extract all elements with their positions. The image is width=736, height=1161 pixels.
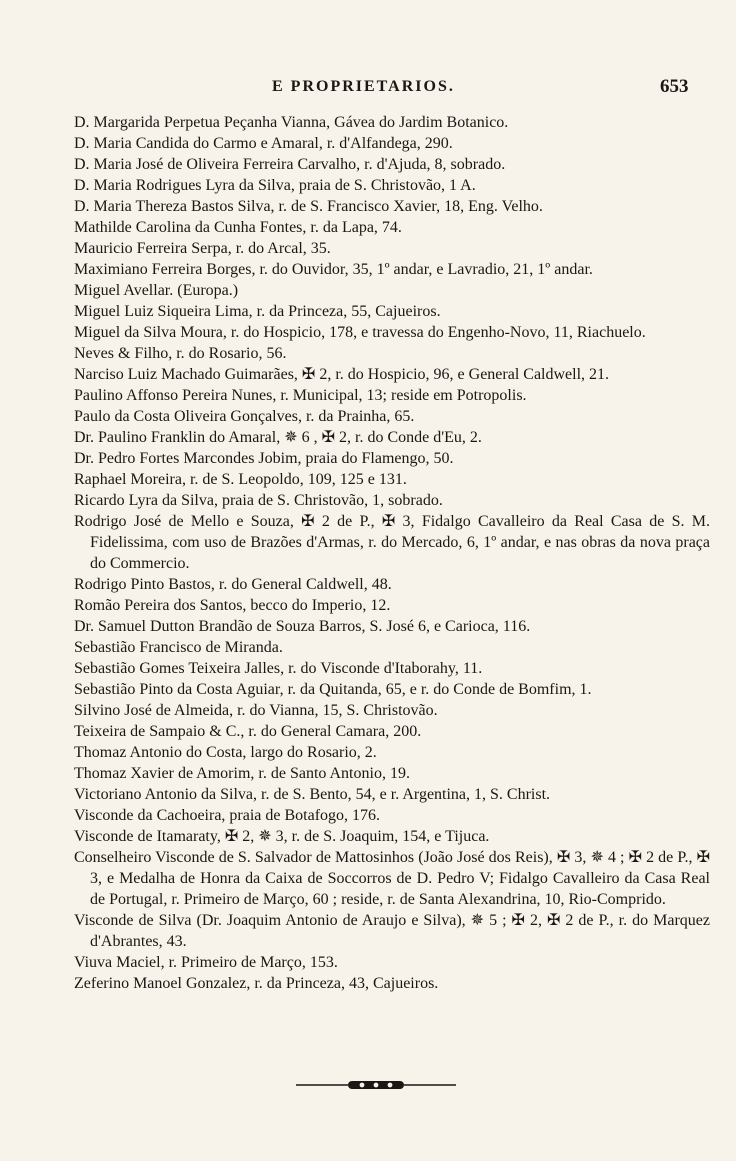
page-number: 653: [660, 76, 689, 97]
directory-entry: D. Margarida Perpetua Peçanha Vianna, Gávea do Jardim Botanico.: [74, 114, 509, 131]
directory-entry: Silvino José de Almeida, r. do Vianna, 15, S. Christovão.: [74, 702, 438, 719]
directory-entry: Raphael Moreira, r. de S. Leopoldo, 109, 125 e 131.: [74, 471, 407, 488]
directory-entry: Thomaz Antonio do Costa, largo do Rosario, 2.: [74, 744, 377, 761]
directory-entry: Rodrigo Pinto Bastos, r. do General Caldwell, 48.: [74, 576, 392, 593]
directory-entry: Sebastião Pinto da Costa Aguiar, r. da Quitanda, 65, e r. do Conde de Bomfim, 1.: [74, 681, 592, 698]
directory-entries: [74, 112, 710, 994]
directory-entry: Miguel Avellar. (Europa.): [74, 282, 239, 299]
directory-entry: Paulino Affonso Pereira Nunes, r. Municipal, 13; reside em Potropolis.: [74, 387, 527, 404]
directory-entry: Dr. Pedro Fortes Marcondes Jobim, praia do Flamengo, 50.: [74, 450, 454, 467]
directory-entry: Teixeira de Sampaio & C., r. do General Camara, 200.: [74, 723, 422, 740]
directory-entry: Zeferino Manoel Gonzalez, r. da Princeza, 43, Cajueiros.: [74, 975, 439, 992]
end-ornament: [296, 1078, 456, 1092]
directory-entry: Sebastião Gomes Teixeira Jalles, r. do Visconde d'Itaborahy, 11.: [74, 660, 483, 677]
directory-entry: D. Maria José de Oliveira Ferreira Carvalho, r. d'Ajuda, 8, sobrado.: [74, 156, 506, 173]
directory-entry: Mauricio Ferreira Serpa, r. do Arcal, 35.: [74, 240, 331, 257]
directory-entry: Ricardo Lyra da Silva, praia de S. Christovão, 1, sobrado.: [74, 492, 443, 509]
directory-entry: Maximiano Ferreira Borges, r. do Ouvidor, 35, 1º andar, e Lavradio, 21, 1º andar.: [74, 261, 593, 278]
directory-entry: Viuva Maciel, r. Primeiro de Março, 153.: [74, 954, 338, 971]
running-title: E PROPRIETARIOS.: [272, 78, 455, 95]
directory-entry: D. Maria Candida do Carmo e Amaral, r. d'Alfandega, 290.: [74, 135, 453, 152]
directory-entry: Dr. Paulino Franklin do Amaral, ✵ 6 , ✠ 2, r. do Conde d'Eu, 2.: [74, 429, 482, 446]
directory-entry: Rodrigo José de Mello e Souza, ✠ 2 de P., ✠ 3, Fidalgo Cavalleiro da Real Casa de S. M. Fidelissima, com uso de Brazões d'Armas, r. do Mercado, 6, 1º andar, e nas obras da nova praça do Commercio.: [74, 513, 710, 572]
directory-entry: Paulo da Costa Oliveira Gonçalves, r. da Prainha, 65.: [74, 408, 415, 425]
directory-entry: Visconde da Cachoeira, praia de Botafogo, 176.: [74, 807, 381, 824]
directory-entry: Dr. Samuel Dutton Brandão de Souza Barros, S. José 6, e Carioca, 116.: [74, 618, 531, 635]
directory-entry: D. Maria Thereza Bastos Silva, r. de S. Francisco Xavier, 18, Eng. Velho.: [74, 198, 543, 215]
directory-entry: Victoriano Antonio da Silva, r. de S. Bento, 54, e r. Argentina, 1, S. Christ.: [74, 786, 551, 803]
directory-entry: Visconde de Itamaraty, ✠ 2, ✵ 3, r. de S. Joaquim, 154, e Tijuca.: [74, 828, 490, 845]
directory-entry: Sebastião Francisco de Miranda.: [74, 639, 283, 656]
directory-entry: Narciso Luiz Machado Guimarães, ✠ 2, r. do Hospicio, 96, e General Caldwell, 21.: [74, 366, 610, 383]
directory-entry: Visconde de Silva (Dr. Joaquim Antonio de Araujo e Silva), ✵ 5 ; ✠ 2, ✠ 2 de P., r. do Marquez d'Abrantes, 43.: [74, 912, 710, 950]
directory-entry: Miguel da Silva Moura, r. do Hospicio, 178, e travessa do Engenho-Novo, 11, Riachuelo.: [74, 324, 646, 341]
directory-entry: Mathilde Carolina da Cunha Fontes, r. da Lapa, 74.: [74, 219, 402, 236]
directory-entry: Thomaz Xavier de Amorim, r. de Santo Antonio, 19.: [74, 765, 410, 782]
page-header: [0, 78, 736, 102]
directory-entry: Miguel Luiz Siqueira Lima, r. da Princeza, 55, Cajueiros.: [74, 303, 441, 320]
directory-entry: Romão Pereira dos Santos, becco do Imperio, 12.: [74, 597, 391, 614]
directory-entry: Neves & Filho, r. do Rosario, 56.: [74, 345, 287, 362]
directory-entry: D. Maria Rodrigues Lyra da Silva, praia de S. Christovão, 1 A.: [74, 177, 476, 194]
directory-entry: Conselheiro Visconde de S. Salvador de Mattosinhos (João José dos Reis), ✠ 3, ✵ 4 ; ✠ 2 de P., ✠ 3, e Medalha de Honra da Caixa de Soccorros de D. Pedro V; Fidalgo Cavalleiro da Casa Real de Portugal, r. Primeiro de Março, 60 ; reside, r. de Santa Alexandrina, 10, Rio-Comprido.: [74, 849, 710, 908]
